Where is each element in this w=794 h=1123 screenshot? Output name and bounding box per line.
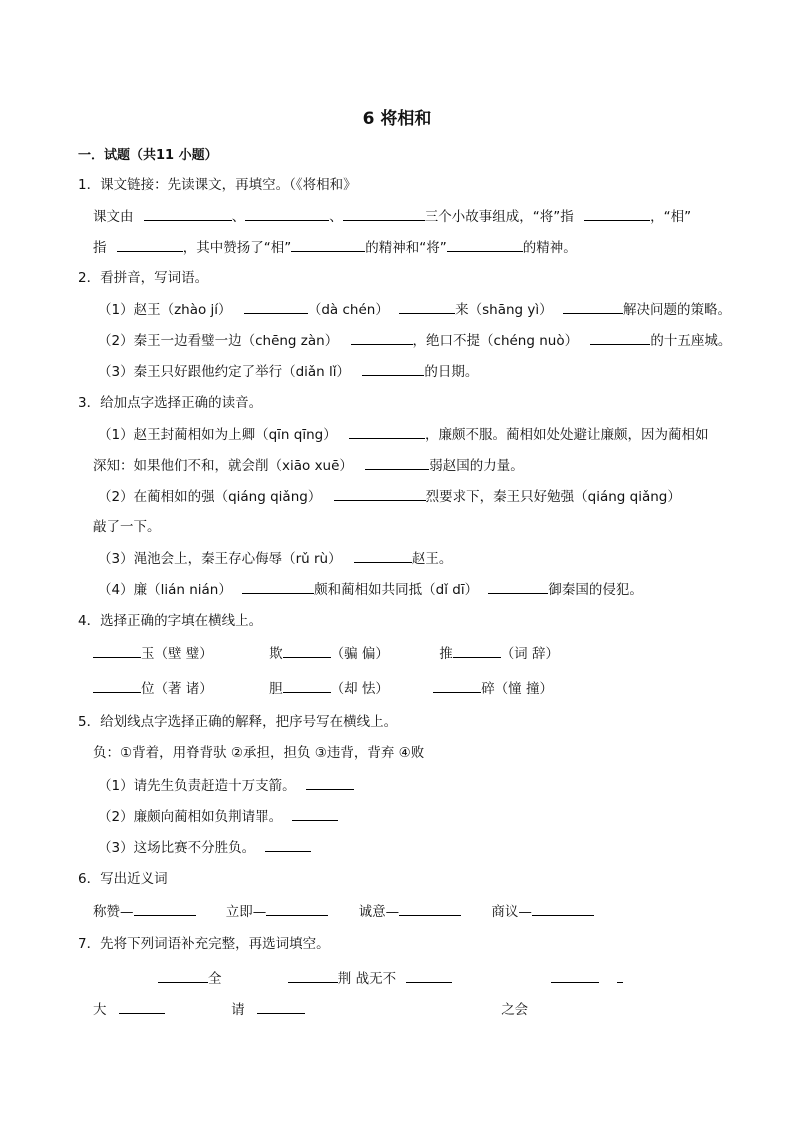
page-title: 6 将相和 xyxy=(362,109,432,129)
answer-blank[interactable] xyxy=(306,775,354,790)
text: ，绝口不提（chéng nuò） xyxy=(412,333,579,349)
answer-blank[interactable] xyxy=(354,548,412,563)
answer-blank[interactable] xyxy=(292,806,338,821)
question-1-line-1 xyxy=(93,206,691,227)
answer-blank[interactable] xyxy=(93,643,141,658)
text: 立即— xyxy=(225,904,267,920)
answer-blank[interactable] xyxy=(144,206,232,221)
text: ，廉颇不服。蔺相如处处避让廉颇，因为蔺相如 xyxy=(425,427,709,443)
text: 的日期。 xyxy=(424,364,479,380)
text: （却 怯） xyxy=(330,681,389,697)
text: 请 xyxy=(231,1002,245,1018)
text: （3）这场比赛不分胜负。 xyxy=(98,840,256,856)
question-2-line-2 xyxy=(98,330,731,351)
answer-blank[interactable] xyxy=(334,486,426,501)
answer-blank[interactable] xyxy=(453,643,501,658)
answer-blank[interactable] xyxy=(349,424,425,439)
answer-blank[interactable] xyxy=(158,968,208,983)
answer-blank[interactable] xyxy=(447,237,523,252)
text: 课文由 xyxy=(93,209,134,225)
answer-blank[interactable] xyxy=(433,678,481,693)
text: 御秦国的侵犯。 xyxy=(548,582,643,598)
question-6-stem: 6．写出近义词 xyxy=(78,871,168,887)
text: 大 xyxy=(93,1002,107,1018)
answer-blank[interactable] xyxy=(399,901,461,916)
answer-blank[interactable] xyxy=(117,237,183,252)
answer-blank[interactable] xyxy=(119,999,165,1014)
question-3-line-6 xyxy=(98,579,643,600)
text: （2）在蔺相如的强（qiáng qiǎng） xyxy=(98,489,322,505)
question-2-stem: 2．看拼音，写词语。 xyxy=(78,270,209,286)
text: 之会 xyxy=(501,1002,529,1018)
text: 推 xyxy=(439,646,453,662)
text: 三个小故事组成，“将”指 xyxy=(424,209,574,225)
text: （2）秦王一边看璧一边（chēng zàn） xyxy=(98,333,339,349)
text: 玉（壁 璧） xyxy=(141,646,213,662)
text: 深知：如果他们不和，就会削（xiāo xuē） xyxy=(93,458,353,474)
question-7-stem: 7．先将下列词语补充完整，再选词填空。 xyxy=(78,936,330,952)
text: 颇和蔺相如共同抵（dǐ dī） xyxy=(314,582,479,598)
answer-blank[interactable] xyxy=(244,299,308,314)
text: 商议— xyxy=(491,904,532,920)
text: （3）秦王只好跟他约定了举行（diǎn lǐ） xyxy=(98,364,351,380)
question-1-stem: 1．课文链接：先读课文，再填空。（《将相和》 xyxy=(78,177,357,193)
question-3-line-1 xyxy=(98,424,709,445)
text: 、 xyxy=(231,209,246,225)
text: 荆 战无不 xyxy=(337,971,397,987)
question-3-line-3 xyxy=(98,486,681,507)
section-title: 一．试题（共11 小题） xyxy=(78,148,218,163)
answer-blank[interactable] xyxy=(399,299,455,314)
answer-blank[interactable] xyxy=(265,837,311,852)
answer-blank[interactable] xyxy=(584,206,650,221)
question-4-stem: 4．选择正确的字填在横线上。 xyxy=(78,613,263,629)
answer-blank[interactable] xyxy=(617,968,623,983)
question-4-row-1 xyxy=(93,643,559,664)
text: （骗 偏） xyxy=(330,646,389,662)
question-4-row-2 xyxy=(93,678,553,699)
text: （1）赵王封蔺相如为上卿（qīn qīng） xyxy=(98,427,337,443)
answer-blank[interactable] xyxy=(488,579,548,594)
question-6-words xyxy=(93,901,594,922)
question-3-stem: 3．给加点字选择正确的读音。 xyxy=(78,395,263,411)
text: （1）赵王（zhào jí） xyxy=(98,302,232,318)
text: （1）请先生负责赶造十万支箭。 xyxy=(98,778,296,794)
question-2-line-3 xyxy=(98,361,478,382)
text: 欺 xyxy=(269,646,283,662)
text: 的精神。 xyxy=(522,240,577,256)
question-7-row-2 xyxy=(93,999,528,1020)
text: ，其中赞扬了“相” xyxy=(182,240,292,256)
text: 碎（憧 撞） xyxy=(481,681,553,697)
question-5-line-2 xyxy=(98,806,338,827)
question-5-line-1 xyxy=(98,775,354,796)
question-2-line-1 xyxy=(98,299,731,320)
text: （词 辞） xyxy=(500,646,559,662)
text: 的十五座城。 xyxy=(650,333,732,349)
answer-blank[interactable] xyxy=(283,643,331,658)
answer-blank[interactable] xyxy=(93,678,141,693)
text: （2）廉颇向蔺相如负荆请罪。 xyxy=(98,809,283,825)
text: ，“相” xyxy=(650,209,692,225)
text: 、 xyxy=(329,209,343,225)
question-3-line-4: 敲了一下。 xyxy=(93,519,161,535)
answer-blank[interactable] xyxy=(291,237,365,252)
answer-blank[interactable] xyxy=(532,901,594,916)
text: 赵王。 xyxy=(411,551,453,567)
answer-blank[interactable] xyxy=(242,579,314,594)
question-5-stem: 5．给划线点字选择正确的解释，把序号写在横线上。 xyxy=(78,714,398,730)
text: 烈要求下，秦王只好勉强（qiáng qiǎng） xyxy=(425,489,681,505)
answer-blank[interactable] xyxy=(365,455,429,470)
question-3-line-5 xyxy=(98,548,452,569)
answer-blank[interactable] xyxy=(134,901,196,916)
text: 的精神和“将” xyxy=(365,240,447,256)
text: 称赞— xyxy=(93,904,134,920)
question-5-options: 负：①背着，用脊背驮 ②承担，担负 ③违背，背弃 ④败 xyxy=(93,745,425,761)
text: 弱赵国的力量。 xyxy=(429,458,524,474)
question-5-line-3 xyxy=(98,837,311,858)
text: （dà chén） xyxy=(307,302,389,318)
text: 全 xyxy=(208,971,222,987)
answer-blank[interactable] xyxy=(590,330,650,345)
text: 来（shāng yì） xyxy=(455,302,553,318)
text: 位（著 诸） xyxy=(141,681,213,697)
answer-blank[interactable] xyxy=(563,299,623,314)
answer-blank[interactable] xyxy=(551,968,599,983)
text: 解决问题的策略。 xyxy=(622,302,731,318)
answer-blank[interactable] xyxy=(245,206,329,221)
answer-blank[interactable] xyxy=(362,361,424,376)
question-1-line-2 xyxy=(93,237,577,258)
text: （3）渑池会上，秦王存心侮辱（rǔ rù） xyxy=(98,551,342,567)
answer-blank[interactable] xyxy=(266,901,328,916)
answer-blank[interactable] xyxy=(257,999,305,1014)
answer-blank[interactable] xyxy=(406,968,452,983)
text: 胆 xyxy=(269,681,283,697)
answer-blank[interactable] xyxy=(351,330,413,345)
text: 指 xyxy=(93,240,107,256)
answer-blank[interactable] xyxy=(283,678,331,693)
question-3-line-2 xyxy=(93,455,524,476)
answer-blank[interactable] xyxy=(288,968,338,983)
question-7-row-1 xyxy=(158,968,623,989)
answer-blank[interactable] xyxy=(343,206,425,221)
text: （4）廉（lián nián） xyxy=(98,582,232,598)
text: 诚意— xyxy=(358,904,400,920)
